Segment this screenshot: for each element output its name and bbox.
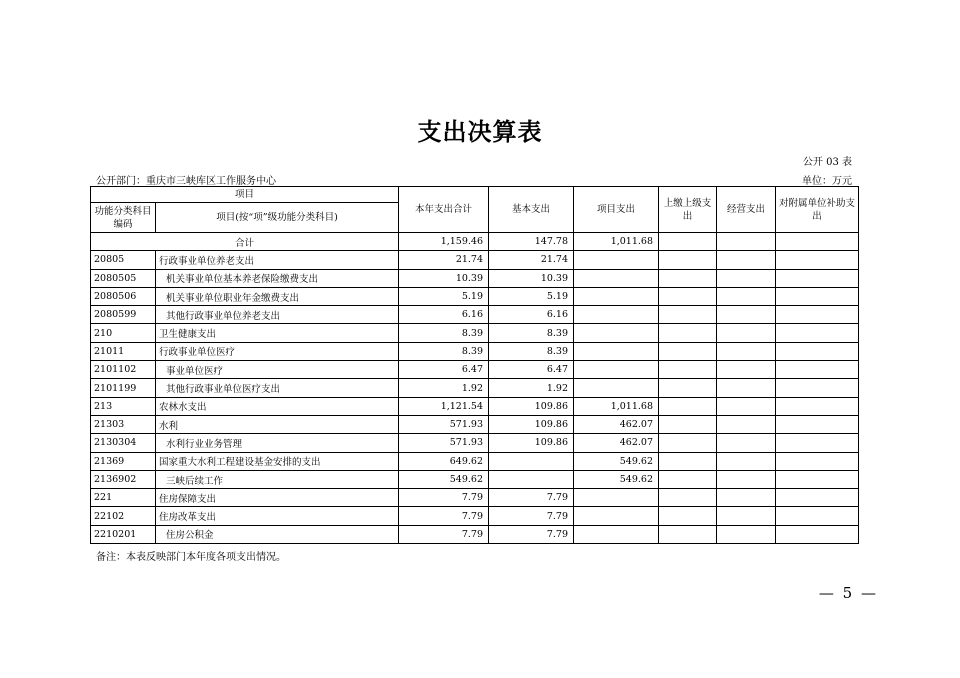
header-code: 功能分类科目编码 [91,203,156,233]
row-name: 机关事业单位职业年金缴费支出 [156,287,399,305]
row-upper [659,361,717,379]
row-business [717,269,776,287]
row-name: 水利行业业务管理 [156,434,399,452]
row-total: 8.39 [399,342,489,360]
row-project: 549.62 [574,452,659,470]
row-business [717,525,776,543]
row-upper [659,470,717,488]
row-name: 住房公积金 [156,525,399,543]
table-row [91,507,859,525]
row-subsidiary [776,525,859,543]
row-total: 571.93 [399,415,489,433]
row-subsidiary [776,379,859,397]
row-code: 21303 [91,415,156,433]
row-total: 571.93 [399,434,489,452]
row-upper [659,452,717,470]
table-row [91,361,859,379]
table-row [91,525,859,543]
row-basic: 109.86 [489,397,574,415]
row-name: 住房保障支出 [156,489,399,507]
row-business [717,415,776,433]
row-subsidiary [776,452,859,470]
row-upper [659,251,717,269]
department-label: 公开部门：重庆市三峡库区工作服务中心 [96,176,276,187]
table-row [91,251,859,269]
row-business [717,379,776,397]
row-upper [659,306,717,324]
row-business [717,306,776,324]
row-code: 2080599 [91,306,156,324]
row-upper [659,397,717,415]
row-name: 其他行政事业单位医疗支出 [156,379,399,397]
row-name: 三峡后续工作 [156,470,399,488]
table-row [91,306,859,324]
row-business [717,342,776,360]
row-business [717,470,776,488]
row-code: 210 [91,324,156,342]
table-row [91,379,859,397]
row-subsidiary [776,251,859,269]
row-upper [659,287,717,305]
table-number: 公开 03 表 [802,157,852,168]
page-title: 支出决算表 [417,117,543,146]
header-total: 本年支出合计 [399,187,489,233]
header-project: 项目支出 [574,187,659,233]
row-total: 549.62 [399,470,489,488]
row-total: 7.79 [399,525,489,543]
row-basic: 7.79 [489,507,574,525]
row-project [574,269,659,287]
row-total: 10.39 [399,269,489,287]
row-subsidiary [776,470,859,488]
header-name: 项目(按“项”级功能分类科目) [156,203,399,233]
row-basic: 21.74 [489,251,574,269]
row-total: 6.16 [399,306,489,324]
row-subsidiary [776,306,859,324]
table-row [91,397,859,415]
row-total: 649.62 [399,452,489,470]
row-subsidiary [776,397,859,415]
row-basic [489,470,574,488]
row-basic: 8.39 [489,342,574,360]
row-upper [659,507,717,525]
page-number: — 5 — [818,584,878,602]
row-business [717,287,776,305]
row-basic: 7.79 [489,525,574,543]
row-project [574,361,659,379]
row-business [717,397,776,415]
row-upper [659,324,717,342]
total-project: 1,011.68 [574,233,659,251]
row-code: 2210201 [91,525,156,543]
total-business [717,233,776,251]
row-code: 20805 [91,251,156,269]
row-total: 5.19 [399,287,489,305]
row-code: 22102 [91,507,156,525]
row-name: 行政事业单位养老支出 [156,251,399,269]
row-total: 1.92 [399,379,489,397]
row-business [717,361,776,379]
row-subsidiary [776,489,859,507]
row-upper [659,269,717,287]
header-item: 项目 [91,187,399,203]
row-basic: 109.86 [489,434,574,452]
total-upper [659,233,717,251]
header-subsidiary: 对附属单位补助支出 [776,187,859,233]
row-name: 农林水支出 [156,397,399,415]
row-code: 221 [91,489,156,507]
row-total: 1,121.54 [399,397,489,415]
row-project [574,324,659,342]
row-subsidiary [776,269,859,287]
table-row [91,434,859,452]
row-basic: 6.47 [489,361,574,379]
row-basic: 10.39 [489,269,574,287]
row-subsidiary [776,361,859,379]
row-upper [659,379,717,397]
row-upper [659,489,717,507]
row-code: 21369 [91,452,156,470]
row-total: 6.47 [399,361,489,379]
row-business [717,507,776,525]
row-total: 8.39 [399,324,489,342]
total-amount: 1,159.46 [399,233,489,251]
row-business [717,251,776,269]
row-code: 2101199 [91,379,156,397]
table-row [91,287,859,305]
row-subsidiary [776,434,859,452]
row-basic: 1.92 [489,379,574,397]
row-total: 7.79 [399,489,489,507]
row-upper [659,415,717,433]
footnote: 备注：本表反映部门本年度各项支出情况。 [96,552,286,563]
row-project: 462.07 [574,415,659,433]
row-basic: 8.39 [489,324,574,342]
row-upper [659,434,717,452]
row-upper [659,342,717,360]
table-row [91,269,859,287]
row-project: 462.07 [574,434,659,452]
row-code: 2080505 [91,269,156,287]
row-project [574,525,659,543]
header-basic: 基本支出 [489,187,574,233]
row-subsidiary [776,507,859,525]
row-project [574,287,659,305]
row-name: 行政事业单位医疗 [156,342,399,360]
row-project [574,306,659,324]
table-row [91,489,859,507]
row-business [717,324,776,342]
table-row [91,452,859,470]
row-upper [659,525,717,543]
row-code: 2080506 [91,287,156,305]
total-basic: 147.78 [489,233,574,251]
row-name: 住房改革支出 [156,507,399,525]
row-name: 水利 [156,415,399,433]
row-basic: 109.86 [489,415,574,433]
row-name: 机关事业单位基本养老保险缴费支出 [156,269,399,287]
row-basic: 6.16 [489,306,574,324]
table-row [91,342,859,360]
header-upper: 上缴上级支出 [659,187,717,233]
unit-label: 单位：万元 [802,176,852,187]
total-subsidiary [776,233,859,251]
row-total: 7.79 [399,507,489,525]
row-project [574,489,659,507]
row-basic: 7.79 [489,489,574,507]
row-project: 549.62 [574,470,659,488]
row-project [574,379,659,397]
row-code: 21011 [91,342,156,360]
row-subsidiary [776,415,859,433]
row-code: 213 [91,397,156,415]
row-code: 2136902 [91,470,156,488]
row-name: 其他行政事业单位养老支出 [156,306,399,324]
row-code: 2130304 [91,434,156,452]
row-subsidiary [776,342,859,360]
header-business: 经营支出 [717,187,776,233]
expenditure-table [90,186,859,544]
row-business [717,434,776,452]
row-basic: 5.19 [489,287,574,305]
row-subsidiary [776,324,859,342]
table-row [91,470,859,488]
table-row [91,324,859,342]
row-basic [489,452,574,470]
row-business [717,452,776,470]
table-row [91,415,859,433]
total-label: 合计 [91,233,399,251]
row-project [574,251,659,269]
row-name: 事业单位医疗 [156,361,399,379]
row-name: 卫生健康支出 [156,324,399,342]
row-subsidiary [776,287,859,305]
total-row [91,233,859,251]
row-name: 国家重大水利工程建设基金安排的支出 [156,452,399,470]
row-total: 21.74 [399,251,489,269]
row-code: 2101102 [91,361,156,379]
row-project [574,342,659,360]
row-project: 1,011.68 [574,397,659,415]
row-project [574,507,659,525]
row-business [717,489,776,507]
